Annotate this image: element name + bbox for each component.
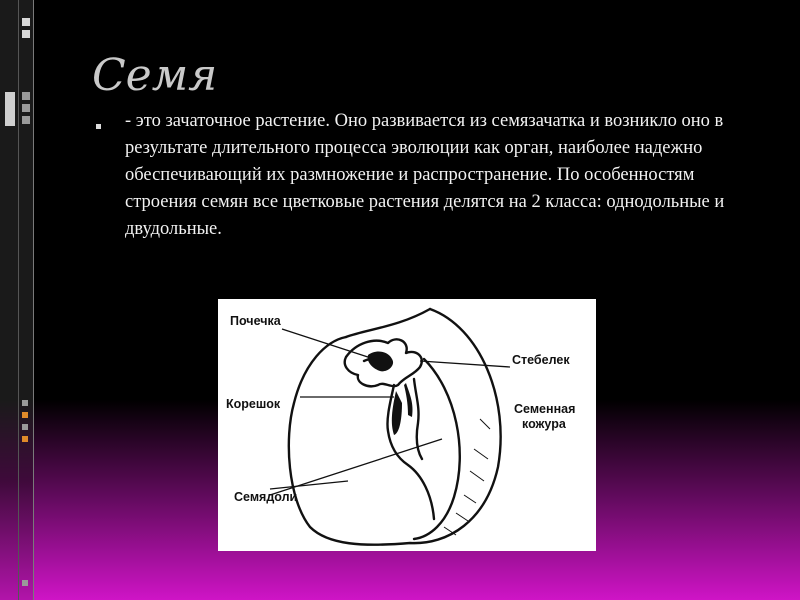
label-stem: Стебелек [512,353,570,367]
cotyledon-inner-edge [414,359,460,539]
decorative-square [22,580,28,586]
label-seed-coat-line1: Семенная [514,402,576,416]
decorative-square [22,30,30,38]
seed-top-edge [346,309,430,337]
bullet-marker [96,124,101,129]
decorative-square [22,400,28,406]
decorative-vertical-line [18,0,19,600]
label-bud: Почечка [230,314,281,328]
label-root: Корешок [226,397,281,411]
decorative-square [5,92,15,126]
seed-structure-figure [218,299,596,551]
bud-shading [368,352,393,372]
decorative-square [22,116,30,124]
pointer-line-stem [420,361,510,367]
decorative-vertical-line [33,0,34,600]
bullet-text: - это зачаточное растение. Оно развивается из семязачатка и возникло оно в результате длительного процесса эволюции как орган, наиболее надежно обеспечивающий их размножение и распространение. По особенностям строения семян все цветковые растения делятся на 2 класса: однодольные и двудольные. [125,111,725,239]
decorative-square [22,424,28,430]
stem-shading [404,383,413,417]
label-cotyledons: Семядоли [234,490,298,504]
pointer-line-cotyledon-2 [270,439,442,495]
decorative-square [22,412,28,418]
decorative-square [22,18,30,26]
decorative-square [22,436,28,442]
slide-title: Семя [92,50,218,101]
label-seed-coat-line2: кожура [522,417,566,431]
seed-coat-hatching [444,419,490,535]
decorative-square [22,104,30,112]
decorative-left-strip [0,0,33,600]
decorative-square [22,92,30,100]
